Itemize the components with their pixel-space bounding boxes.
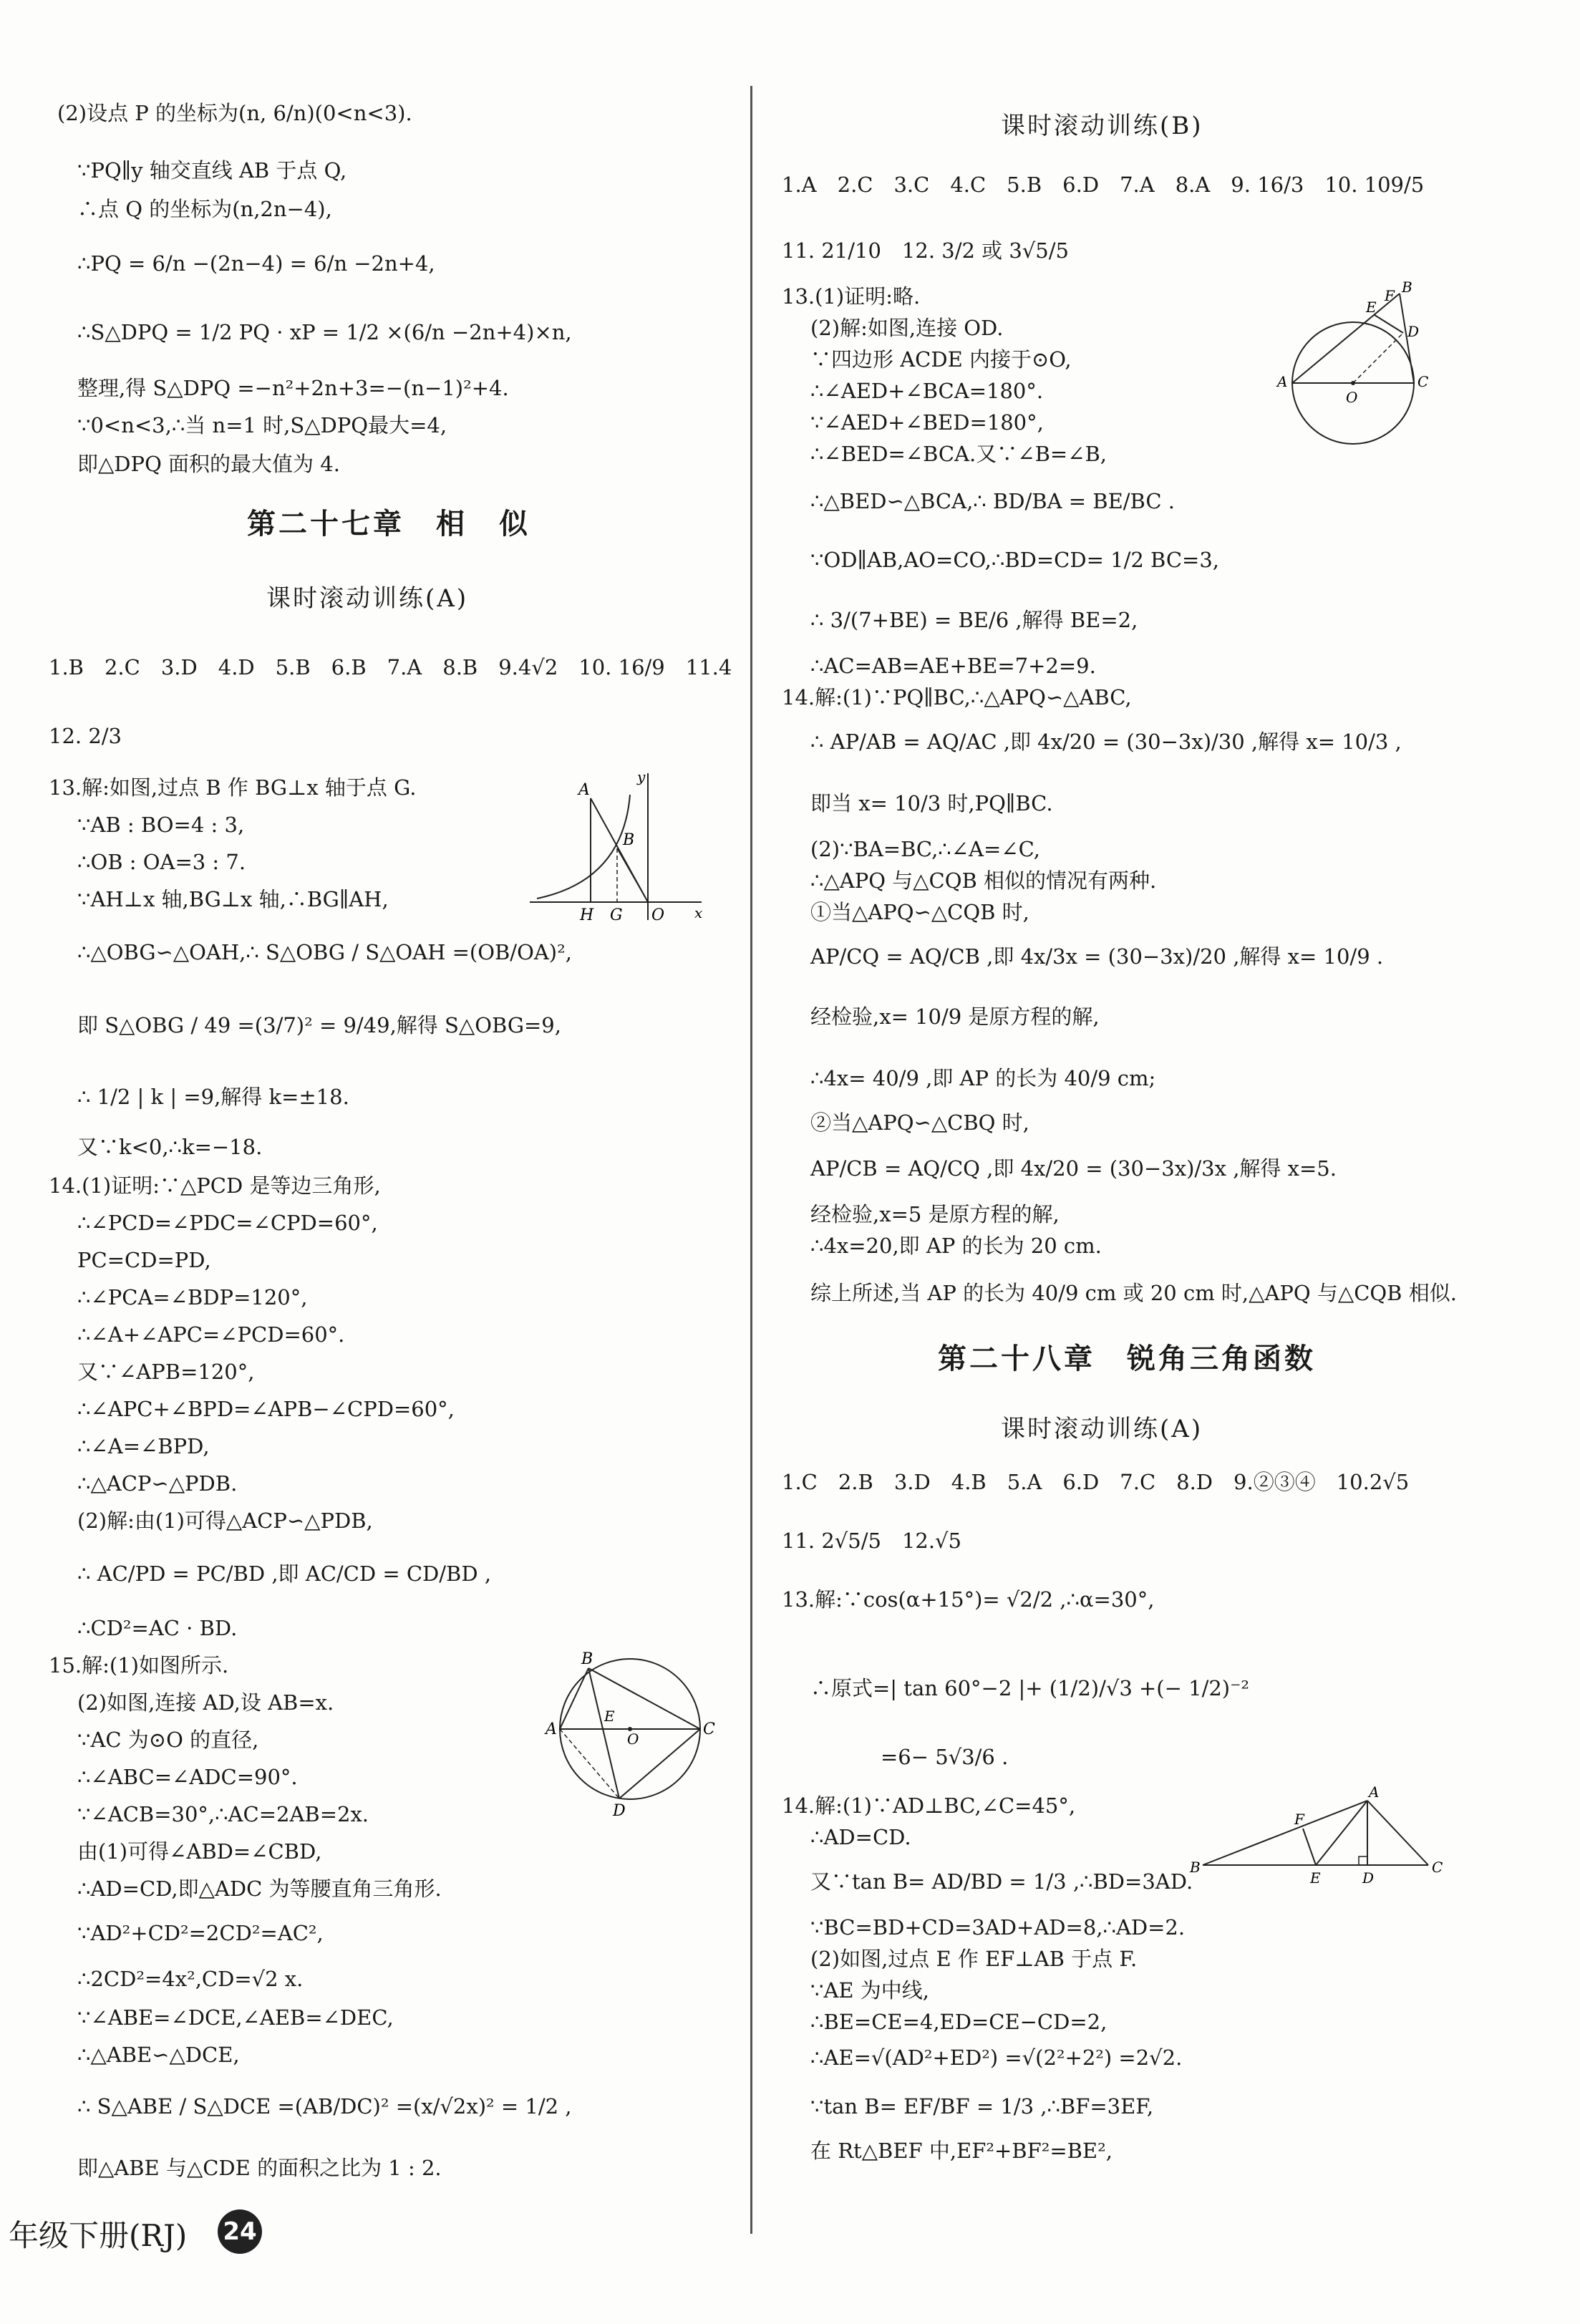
- text-line: ∴∠PCD=∠PDC=∠CPD=60°,: [77, 1211, 378, 1235]
- text-line: ∴4x= 40/9 ,即 AP 的长为 40/9 cm;: [810, 1066, 1156, 1090]
- text-line: ∴△BED∽△BCA,∴ BD/BA = BE/BC .: [810, 489, 1176, 513]
- text-line: 又∵tan B= AD/BD = 1/3 ,∴BD=3AD.: [810, 1869, 1193, 1894]
- text-line: 综上所述,当 AP 的长为 40/9 cm 或 20 cm 时,△APQ 与△CQB 相似.: [810, 1281, 1457, 1305]
- text-line: 由(1)可得∠ABD=∠CBD,: [77, 1839, 322, 1864]
- svg-text:D: D: [1362, 1869, 1375, 1887]
- chapter-title: 第二十八章 锐角三角函数: [938, 1342, 1316, 1375]
- page-number-badge: 24: [218, 2209, 262, 2254]
- text-line: ∴S△DPQ = 1/2 PQ · xP = 1/2 ×(6/n −2n+4)×n,: [77, 320, 572, 344]
- text-line: ∴△ABE∽△DCE,: [77, 2043, 240, 2067]
- svg-text:G: G: [610, 906, 623, 924]
- text-line: AP/CB = AQ/CQ ,即 4x/20 = (30−3x)/3x ,解得 x=5.: [810, 1156, 1337, 1181]
- chapter-title: 第二十七章 相 似: [247, 508, 530, 541]
- text-line: ∴∠APC+∠BPD=∠APB−∠CPD=60°,: [77, 1397, 455, 1421]
- text-line: ∵BC=BD+CD=3AD+AD=8,∴AD=2.: [810, 1915, 1186, 1940]
- svg-text:D: D: [1407, 323, 1420, 340]
- text-line: ∵tan B= EF/BF = 1/3 ,∴BF=3EF,: [810, 2094, 1154, 2119]
- text-line: ∴∠PCA=∠BDP=120°,: [77, 1285, 308, 1309]
- text-line: 又∵∠APB=120°,: [77, 1360, 255, 1384]
- text-line: ①当△APQ∽△CQB 时,: [810, 900, 1029, 924]
- figure-q13b-circle: [1274, 279, 1453, 451]
- text-line: (2)如图,过点 E 作 EF⊥AB 于点 F.: [810, 1947, 1138, 1971]
- svg-text:F: F: [1385, 287, 1395, 304]
- text-line: ∴∠BED=∠BCA.又∵∠B=∠B,: [810, 442, 1108, 466]
- section-title: 课时滚动训练(A): [1001, 1415, 1203, 1443]
- text-line: (2)解:由(1)可得△ACP∽△PDB,: [77, 1509, 373, 1533]
- svg-text:E: E: [604, 1708, 615, 1725]
- text-line: =6− 5√3/6 .: [881, 1745, 1009, 1769]
- text-line: ∴ AC/PD = PC/BD ,即 AC/CD = CD/BD ,: [77, 1562, 492, 1586]
- text-line: 即△ABE 与△CDE 的面积之比为 1 : 2.: [77, 2156, 442, 2180]
- footer-grade: 年级下册(RJ): [9, 2218, 188, 2253]
- text-line: ∴ AP/AB = AQ/AC ,即 4x/20 = (30−3x)/30 ,解得 x= 10/3 ,: [810, 730, 1402, 754]
- text-line: (2)设点 P 的坐标为(n, 6/n)(0<n<3).: [57, 101, 412, 125]
- figure-q15-circle: [544, 1647, 716, 1819]
- text-line: ∵AC 为⊙O 的直径,: [77, 1728, 259, 1752]
- svg-text:C: C: [1432, 1859, 1443, 1876]
- text-line: ∴原式=| tan 60°−2 |+ (1/2)/√3 +(− 1/2)⁻²: [810, 1676, 1250, 1700]
- svg-text:E: E: [1366, 299, 1377, 316]
- svg-text:A: A: [1369, 1783, 1380, 1801]
- text-line: ∴∠ABC=∠ADC=90°.: [77, 1765, 298, 1789]
- text-line: ∴OB : OA=3 : 7.: [77, 850, 246, 874]
- text-line: ∴AD=CD,即△ADC 为等腰直角三角形.: [77, 1877, 442, 1901]
- answer-line: 11. 21/10 12. 3/2 或 3√5/5: [782, 238, 1069, 263]
- svg-text:A: A: [1277, 373, 1288, 390]
- svg-text:A: A: [578, 781, 590, 799]
- text-line: 13.解:∵cos(α+15°)= √2/2 ,∴α=30°,: [782, 1587, 1155, 1612]
- text-line: ∴点 Q 的坐标为(n,2n−4),: [77, 197, 332, 221]
- answer-line: 1.A 2.C 3.C 4.C 5.B 6.D 7.A 8.A 9. 16/3 10. 109/5: [782, 173, 1425, 197]
- text-line: ∵OD∥AB,AO=CO,∴BD=CD= 1/2 BC=3,: [810, 548, 1220, 572]
- figure-q14c-triangle: [1188, 1783, 1446, 1890]
- text-line: ∴AD=CD.: [810, 1825, 911, 1849]
- svg-text:O: O: [1346, 389, 1358, 406]
- svg-text:F: F: [1294, 1811, 1304, 1828]
- text-line: ∵∠ABE=∠DCE,∠AEB=∠DEC,: [77, 2005, 394, 2030]
- text-line: ∴△ACP∽△PDB.: [77, 1471, 238, 1496]
- text-line: ∴△APQ 与△CQB 相似的情况有两种.: [810, 868, 1157, 893]
- text-line: ∴∠A=∠BPD,: [77, 1434, 210, 1458]
- text-line: ∴ 1/2 | k | =9,解得 k=±18.: [77, 1085, 349, 1109]
- text-line: ∴AE=√(AD²+ED²) =√(2²+2²) =2√2.: [810, 2045, 1183, 2070]
- text-line: (2)解:如图,连接 OD.: [810, 316, 1004, 340]
- svg-text:E: E: [1310, 1869, 1321, 1887]
- text-line: ∴4x=20,即 AP 的长为 20 cm.: [810, 1234, 1102, 1258]
- text-line: ∵AB : BO=4 : 3,: [77, 813, 245, 837]
- svg-text:x: x: [694, 904, 703, 921]
- text-line: ∵AE 为中线,: [810, 1978, 929, 2003]
- text-line: ∴ 3/(7+BE) = BE/6 ,解得 BE=2,: [810, 608, 1138, 632]
- svg-text:B: B: [623, 831, 635, 849]
- text-line: ∴AC=AB=AE+BE=7+2=9.: [810, 654, 1096, 678]
- text-line: (2)∵BA=BC,∴∠A=∠C,: [810, 837, 1040, 861]
- text-line: ∴△OBG∽△OAH,∴ S△OBG / S△OAH =(OB/OA)²,: [77, 940, 572, 964]
- text-line: 即△DPQ 面积的最大值为 4.: [77, 452, 340, 476]
- text-line: AP/CQ = AQ/CB ,即 4x/3x = (30−3x)/20 ,解得 x= 10/9 .: [810, 944, 1384, 969]
- svg-text:O: O: [651, 906, 665, 924]
- svg-text:B: B: [581, 1650, 593, 1668]
- text-line: ∵AD²+CD²=2CD²=AC²,: [77, 1921, 324, 1945]
- text-line: 经检验,x=5 是原方程的解,: [810, 1202, 1060, 1226]
- svg-text:H: H: [580, 906, 594, 924]
- text-line: ②当△APQ∽△CBQ 时,: [810, 1110, 1029, 1135]
- column-divider: [750, 86, 752, 2234]
- text-line: ∴2CD²=4x²,CD=√2 x.: [77, 1967, 304, 1991]
- svg-text:O: O: [627, 1730, 639, 1748]
- text-line: 13.解:如图,过点 B 作 BG⊥x 轴于点 G.: [49, 775, 417, 800]
- text-line: ∴∠A+∠APC=∠PCD=60°.: [77, 1322, 345, 1347]
- answer-line: 12. 2/3: [49, 724, 122, 748]
- figure-q13-graph: [523, 766, 709, 924]
- text-line: ∵四边形 ACDE 内接于⊙O,: [810, 347, 1072, 372]
- answer-line: 1.B 2.C 3.D 4.D 5.B 6.B 7.A 8.B 9.4√2 10. 16/9 11.4: [49, 655, 732, 679]
- text-line: 13.(1)证明:略.: [782, 284, 921, 309]
- text-line: 经检验,x= 10/9 是原方程的解,: [810, 1004, 1100, 1029]
- text-line: ∴CD²=AC · BD.: [77, 1616, 238, 1640]
- text-line: 即当 x= 10/3 时,PQ∥BC.: [810, 791, 1053, 815]
- text-line: ∵AH⊥x 轴,BG⊥x 轴,∴BG∥AH,: [77, 887, 389, 911]
- svg-text:C: C: [703, 1720, 715, 1738]
- svg-text:A: A: [546, 1720, 557, 1738]
- text-line: ∴∠AED+∠BCA=180°.: [810, 379, 1044, 403]
- text-line: ∵0<n<3,∴当 n=1 时,S△DPQ最大=4,: [77, 413, 447, 437]
- section-title: 课时滚动训练(A): [266, 584, 469, 613]
- text-line: 14.解:(1)∵AD⊥BC,∠C=45°,: [782, 1793, 1076, 1818]
- answer-line: 1.C 2.B 3.D 4.B 5.A 6.D 7.C 8.D 9.②③④ 10.2√5: [782, 1470, 1410, 1494]
- section-title: 课时滚动训练(B): [1001, 112, 1203, 140]
- text-line: ∴BE=CE=4,ED=CE−CD=2,: [810, 2010, 1108, 2034]
- text-line: 14.(1)证明:∵△PCD 是等边三角形,: [49, 1173, 381, 1198]
- text-line: 15.解:(1)如图所示.: [49, 1653, 229, 1677]
- text-line: ∵∠AED+∠BED=180°,: [810, 410, 1044, 435]
- svg-text:B: B: [1190, 1859, 1201, 1876]
- text-line: 即 S△OBG / 49 =(3/7)² = 9/49,解得 S△OBG=9,: [77, 1013, 561, 1037]
- text-line: 在 Rt△BEF 中,EF²+BF²=BE²,: [810, 2139, 1113, 2163]
- svg-text:B: B: [1402, 279, 1412, 296]
- text-line: (2)如图,连接 AD,设 AB=x.: [77, 1690, 334, 1715]
- text-line: ∵∠ACB=30°,∴AC=2AB=2x.: [77, 1802, 369, 1826]
- svg-text:C: C: [1417, 373, 1429, 390]
- text-line: PC=CD=PD,: [77, 1248, 211, 1272]
- text-line: 又∵k<0,∴k=−18.: [77, 1135, 263, 1159]
- text-line: ∵PQ∥y 轴交直线 AB 于点 Q,: [77, 158, 347, 183]
- svg-text:y: y: [637, 768, 646, 785]
- text-line: 14.解:(1)∵PQ∥BC,∴△APQ∽△ABC,: [782, 685, 1132, 710]
- answer-line: 11. 2√5/5 12.√5: [782, 1529, 961, 1553]
- text-line: ∴PQ = 6/n −(2n−4) = 6/n −2n+4,: [77, 251, 435, 276]
- svg-text:D: D: [613, 1802, 626, 1819]
- text-line: 整理,得 S△DPQ =−n²+2n+3=−(n−1)²+4.: [77, 376, 509, 400]
- text-line: ∴ S△ABE / S△DCE =(AB/DC)² =(x/√2x)² = 1/2 ,: [77, 2094, 572, 2119]
